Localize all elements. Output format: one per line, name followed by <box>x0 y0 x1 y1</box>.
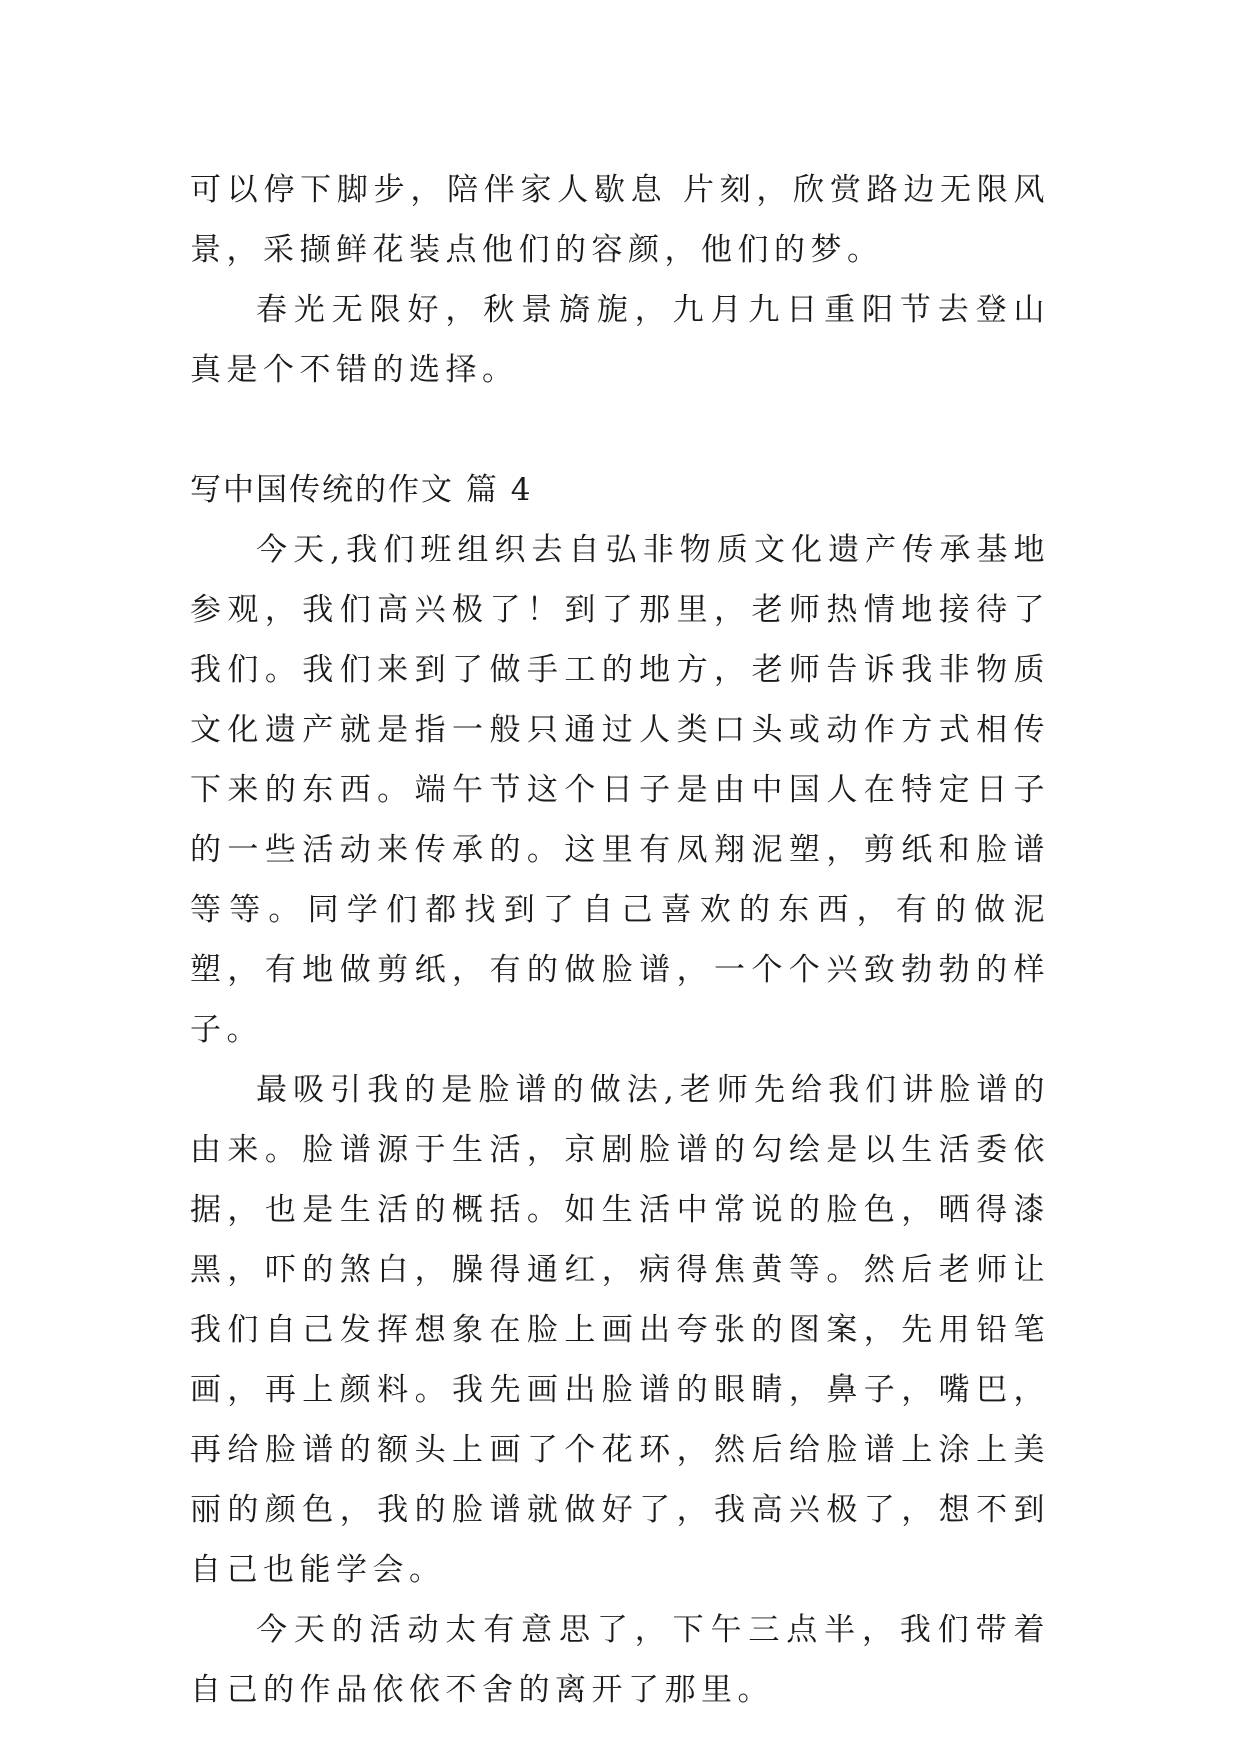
document-page <box>190 160 1050 1720</box>
section-heading: 写中国传统的作文 篇 4 <box>190 472 533 508</box>
paragraph-continuation: 可以停下脚步，陪伴家人歇息 片刻，欣赏路边无限风景，采撷鲜花装点他们的容颜，他们的梦。 <box>190 172 1050 268</box>
paragraph-facial-mask: 最吸引我的是脸谱的做法,老师先给我们讲脸谱的由来。脸谱源于生活，京剧脸谱的勾绘是以生活委依据，也是生活的概括。如生活中常说的脸色，晒得漆黑，吓的煞白，臊得通红，病得焦黄等。然后老师让我们自己发挥想象在脸上画出夸张的图案，先用铅笔画，再上颜料。我先画出脸谱的眼睛，鼻子，嘴巴，再给脸谱的额头上画了个花环，然后给脸谱上涂上美丽的颜色，我的脸谱就做好了，我高兴极了，想不到自己也能学会。 <box>190 1072 1050 1588</box>
paragraph-visit: 今天,我们班组织去自弘非物质文化遗产传承基地参观，我们高兴极了！到了那里，老师热情地接待了我们。我们来到了做手工的地方，老师告诉我非物质文化遗产就是指一般只通过人类口头或动作方式相传下来的东西。端午节这个日子是由中国人在特定日子的一些活动来传承的。这里有凤翔泥塑，剪纸和脸谱等等。同学们都找到了自己喜欢的东西，有的做泥塑，有地做剪纸，有的做脸谱，一个个兴致勃勃的样子。 <box>190 532 1050 1048</box>
paragraph-conclusion: 今天的活动太有意思了，下午三点半，我们带着自己的作品依依不舍的离开了那里。 <box>190 1612 1050 1708</box>
paragraph-autumn: 春光无限好，秋景旖旎，九月九日重阳节去登山真是个不错的选择。 <box>190 292 1050 388</box>
